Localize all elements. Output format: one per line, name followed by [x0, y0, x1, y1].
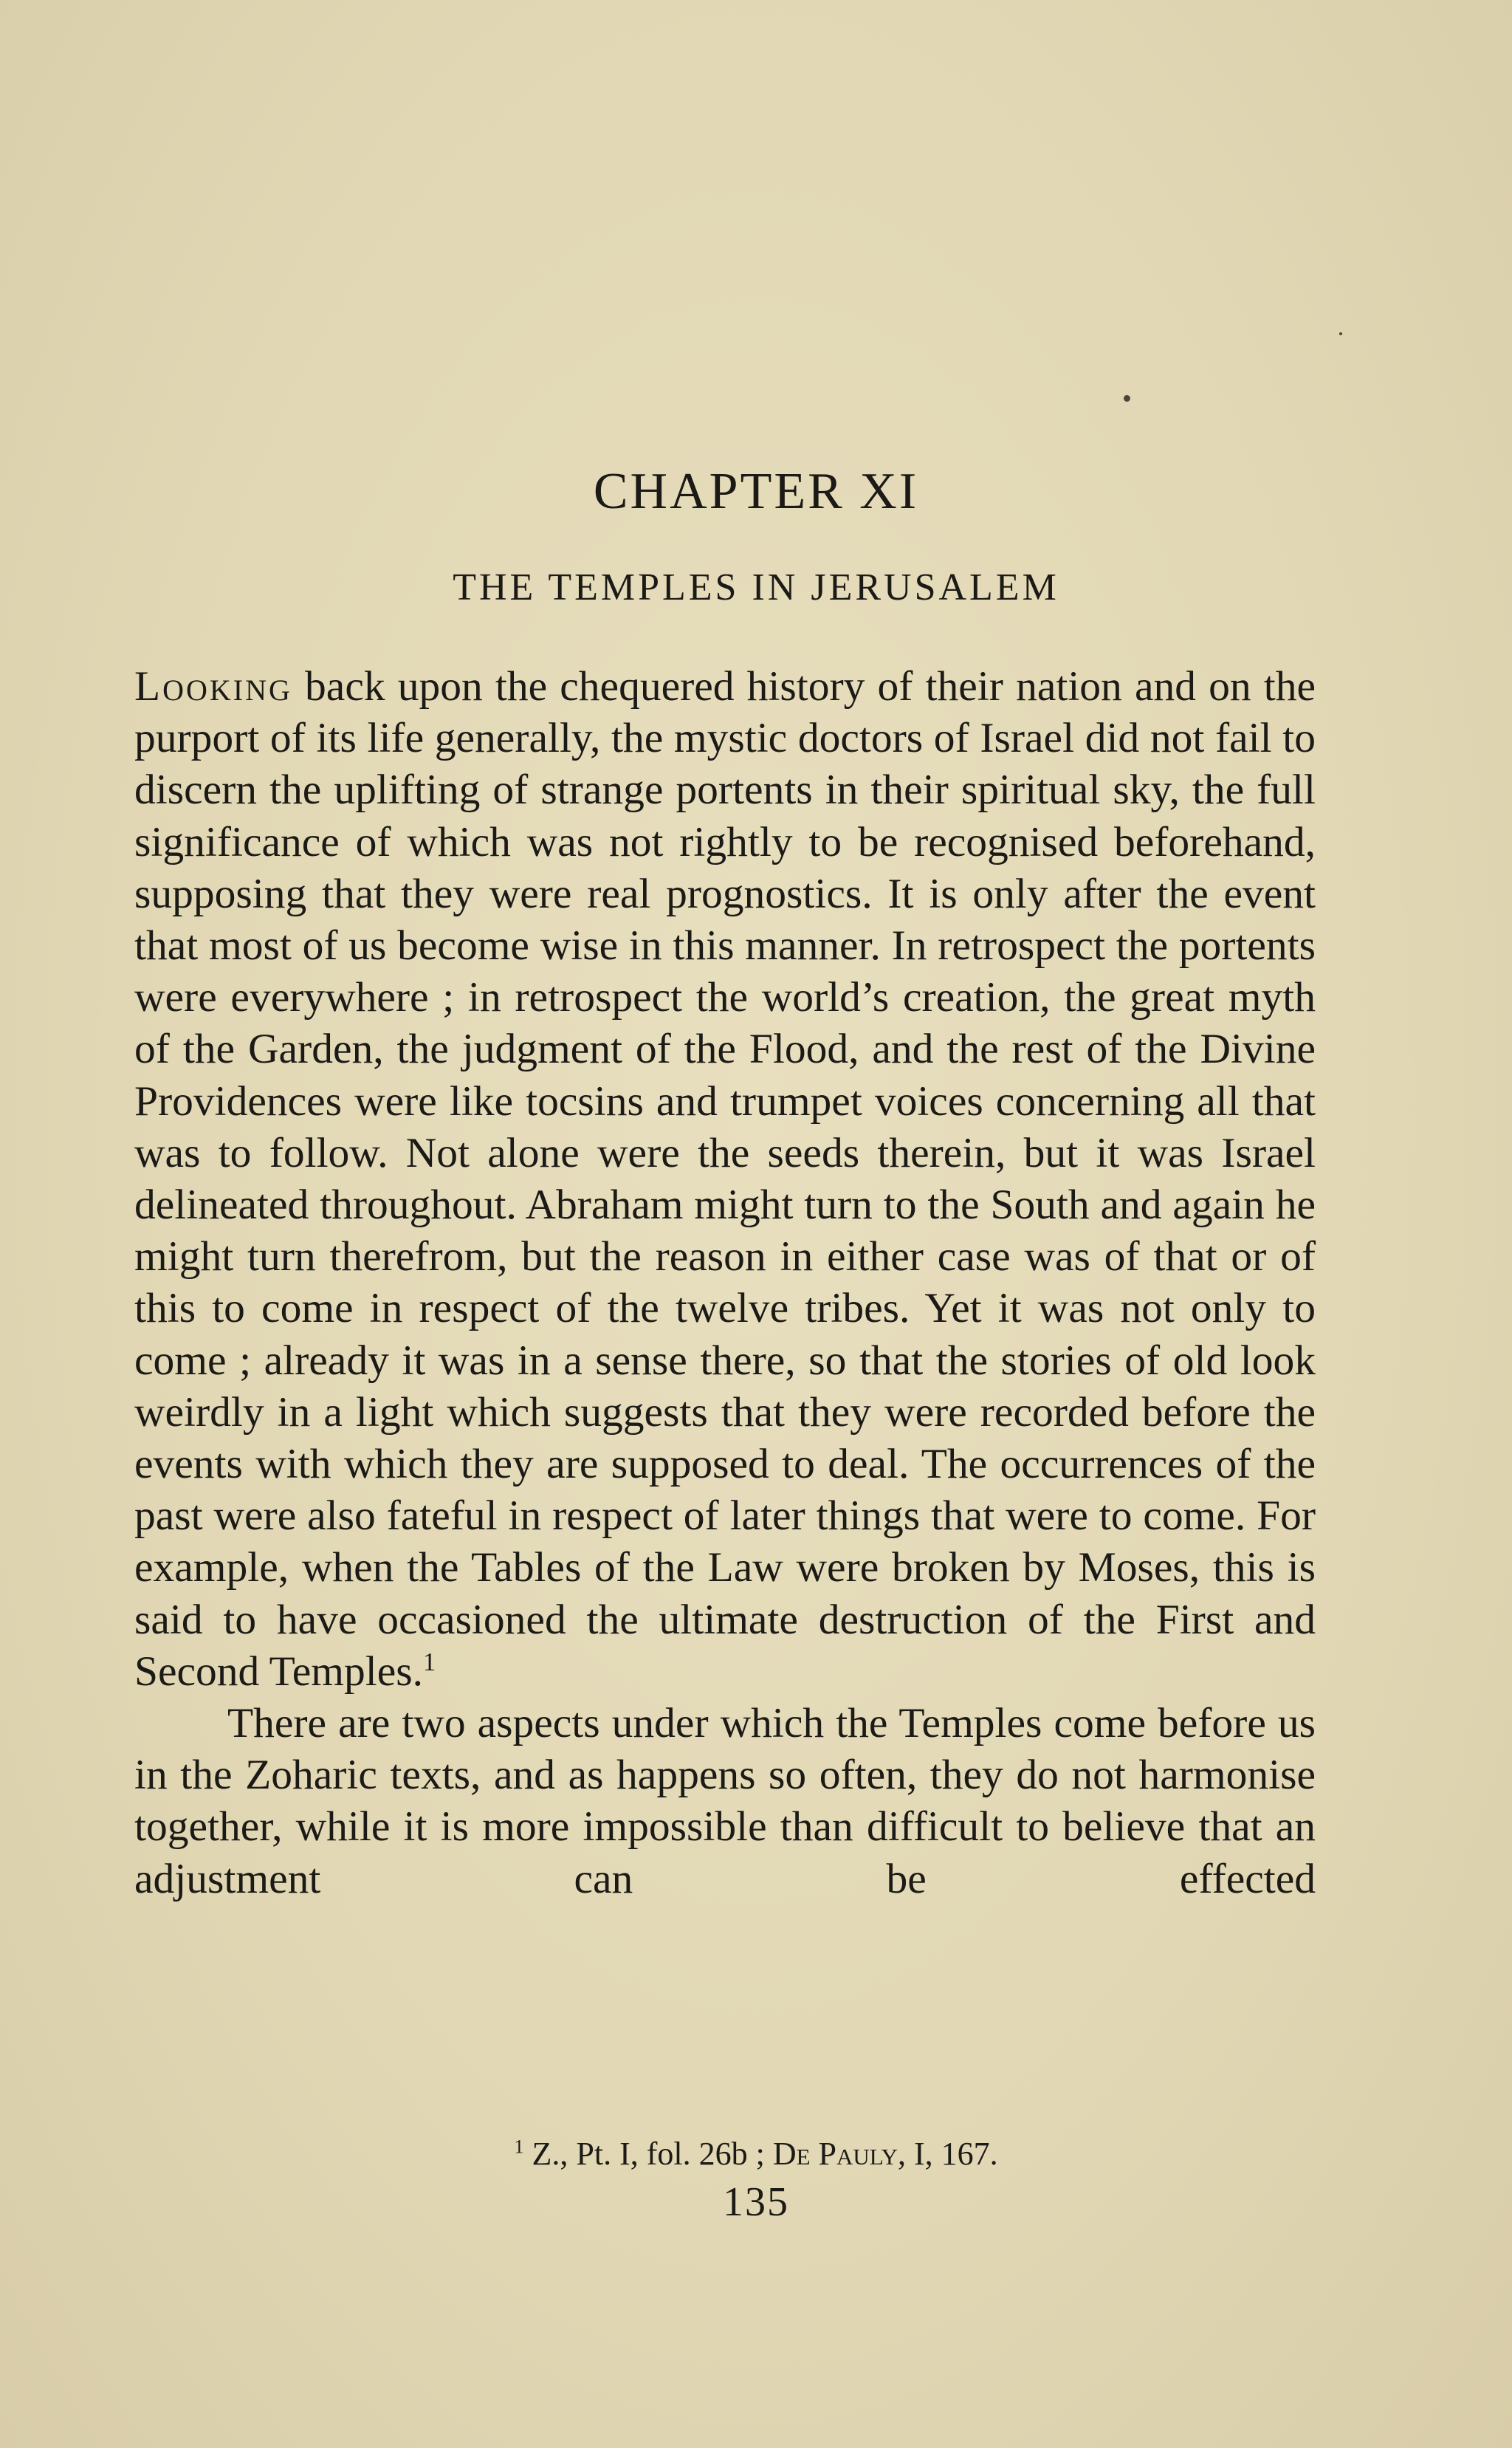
paragraph	[134, 661, 1316, 1698]
page-number: 135	[723, 2179, 789, 2225]
footnote-citation-end: , I, 167.	[898, 2136, 998, 2172]
body-text	[134, 661, 1316, 1905]
paper-speck	[1339, 332, 1342, 335]
footnote-author: De Pauly	[772, 2136, 898, 2172]
paragraph	[134, 1698, 1316, 1905]
footnote-marker: 1	[514, 2135, 524, 2158]
footnote-reference: 1	[422, 1648, 436, 1676]
paper-speck	[1124, 395, 1130, 402]
chapter-title: THE TEMPLES IN JERUSALEM	[453, 566, 1059, 608]
paragraph-text: There are two aspects under which the Temples come before us in the Zoharic texts, and as happens so often, they do not harmonise together, while it is more impossible than difficult to believe that an adjustment can be effected	[134, 1700, 1316, 1902]
footnote	[0, 2134, 1512, 2174]
opening-word: Looking	[134, 663, 292, 710]
chapter-heading: CHAPTER XI	[593, 463, 919, 520]
footnote-citation: Z., Pt. I, fol. 26b ;	[532, 2136, 765, 2172]
paragraph-text: back upon the chequered history of their nation and on the purport of its life generally, the mystic doctors of Israel did not fail to discern the uplifting of strange portents in their spiritual sky, the full significance of which was not rightly to be recognised beforehand, supposing that they were real prognostics. It is only after the event that most of us become wise in this manner. In retrospect the portents were everywhere ; in retrospect the world’s creation, the great myth of the Garden, the judgment of the Flood, and the rest of the Divine Providences were like tocsins and trumpet voices concerning all that was to follow. Not alone were the seeds therein, but it was Israel delineated throughout. Abraham might turn to the South and again he might turn therefrom, but the reason in either case was of that or of this to come in respect of the twelve tribes. Yet it was not only to come ; already it was in a sense there, so that the stories of old look weirdly in a light which suggests that they were recorded before the events with which they are supposed to deal. The occurrences of the past were also fateful in respect of later things that were to come. For example, when the Tables of the Law were broken by Moses, this is said to have occasioned the ultimate destruction of the First and Second Temples.	[134, 663, 1316, 1695]
